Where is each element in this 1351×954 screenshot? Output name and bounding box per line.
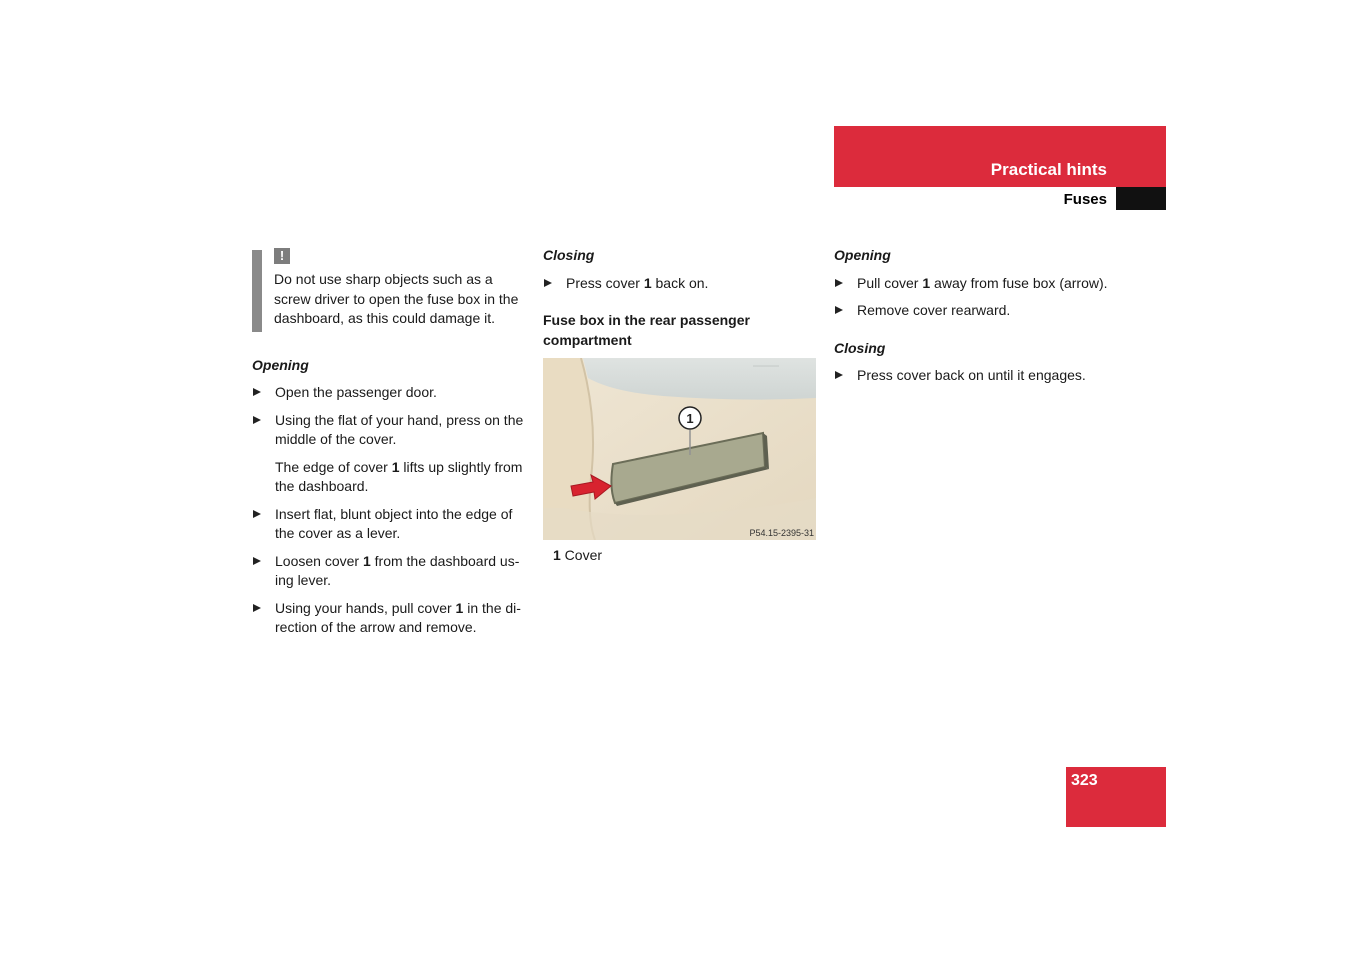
figure-code: P54.15-2395-31	[749, 528, 814, 538]
triangle-bullet-icon	[253, 416, 261, 424]
closing-steps-rear	[834, 366, 1114, 386]
closing-steps	[543, 274, 823, 294]
step-item: Open the passenger door.	[252, 383, 527, 403]
opening-steps-rear	[834, 274, 1114, 321]
opening-heading-rear: Opening	[834, 247, 891, 263]
subsection-title: Fuses	[1063, 191, 1107, 208]
opening-steps	[252, 383, 532, 450]
step-item: Using your hands, pull cover 1 in the di-rection of the arrow and remove.	[252, 599, 527, 638]
column-2	[543, 246, 823, 566]
section-title: Practical hints	[990, 160, 1107, 179]
triangle-bullet-icon	[253, 557, 261, 565]
triangle-bullet-icon	[835, 279, 843, 287]
exclamation-icon: !	[274, 248, 290, 264]
step-item: Pull cover 1 away from fuse box (arrow).	[834, 274, 1109, 294]
fuse-box-figure	[543, 358, 816, 540]
notice-text: Do not use sharp objects such as a screw driver to open the fuse box in the dashboard, as this could damage it.	[274, 271, 519, 326]
triangle-bullet-icon	[253, 604, 261, 612]
column-1	[252, 246, 532, 646]
triangle-bullet-icon	[544, 279, 552, 287]
opening-heading: Opening	[252, 356, 309, 373]
triangle-bullet-icon	[835, 371, 843, 379]
thumb-tab	[1116, 187, 1166, 210]
figure-callout-1: 1	[686, 411, 694, 426]
warning-notice	[252, 246, 532, 329]
fuse-box-illustration	[543, 358, 816, 540]
step-item: Loosen cover 1 from the dashboard us-ing lever.	[252, 552, 527, 591]
step-item: Press cover back on until it engages.	[834, 366, 1109, 386]
triangle-bullet-icon	[253, 510, 261, 518]
page-number: 323	[1071, 772, 1098, 789]
step-item: Press cover 1 back on.	[543, 274, 818, 294]
step-item: Using the flat of your hand, press on the middle of the cover.	[252, 411, 527, 450]
closing-heading-rear: Closing	[834, 339, 886, 356]
figure-caption: 1 Cover	[553, 547, 603, 563]
step-item: Insert flat, blunt object into the edge of the cover as a lever.	[252, 505, 527, 544]
triangle-bullet-icon	[835, 306, 843, 314]
closing-heading: Closing	[543, 247, 595, 263]
notice-bar	[252, 250, 262, 332]
rear-fuse-box-heading: Fuse box in the rear passenger compartment	[543, 312, 750, 348]
column-3	[834, 246, 1114, 394]
opening-steps-continued	[252, 505, 532, 638]
step-item: Remove cover rearward.	[834, 301, 1109, 321]
step-note: The edge of cover 1 lifts up slightly from the dashboard.	[275, 458, 523, 494]
triangle-bullet-icon	[253, 388, 261, 396]
